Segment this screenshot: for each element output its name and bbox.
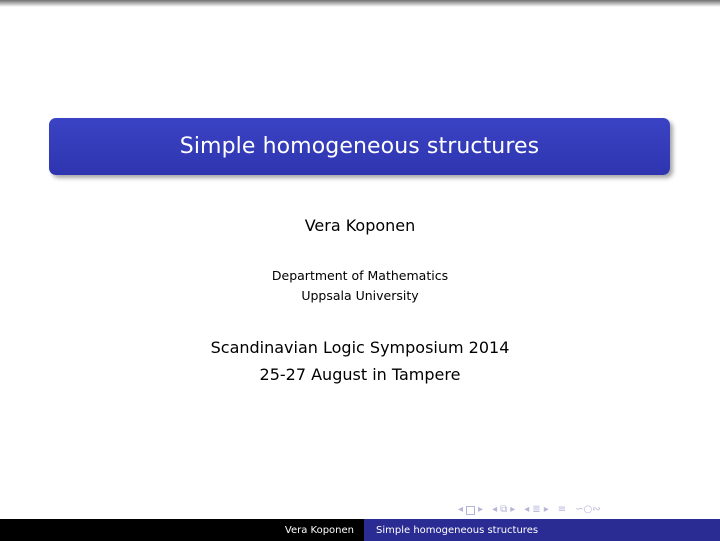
- nav-section-back-icon[interactable]: ◂: [524, 504, 530, 515]
- nav-section-icon[interactable]: ≣: [532, 504, 541, 515]
- institution-department: Department of Mathematics: [271, 268, 449, 283]
- top-shade: [0, 0, 720, 7]
- nav-subsection-icon[interactable]: ⧉: [500, 504, 508, 515]
- nav-search-icon[interactable]: ∽○∾: [575, 504, 601, 515]
- nav-frame-forward-icon[interactable]: ▸: [478, 504, 484, 515]
- institution-university: Uppsala University: [301, 288, 419, 303]
- navigation-bar: [458, 503, 607, 517]
- footer-author: Vera Koponen: [0, 519, 364, 541]
- slide-title: Simple homogeneous structures: [179, 134, 540, 159]
- nav-section-forward-icon[interactable]: ▸: [543, 504, 549, 515]
- institution: [0, 266, 720, 306]
- nav-frame-back-icon[interactable]: ◂: [458, 504, 464, 515]
- event-name: Scandinavian Logic Symposium 2014: [210, 338, 510, 357]
- author-name: Vera Koponen: [304, 216, 416, 235]
- event-dates: 25-27 August in Tampere: [259, 365, 461, 384]
- nav-subsection-back-icon[interactable]: ◂: [492, 504, 498, 515]
- footer-title: Simple homogeneous structures: [364, 519, 720, 541]
- title-box: [49, 118, 670, 175]
- event: [0, 334, 720, 388]
- nav-align-icon[interactable]: ≡: [557, 504, 567, 515]
- nav-subsection-forward-icon[interactable]: ▸: [510, 504, 516, 515]
- nav-frame-icon[interactable]: [466, 506, 475, 515]
- footer: [0, 519, 720, 541]
